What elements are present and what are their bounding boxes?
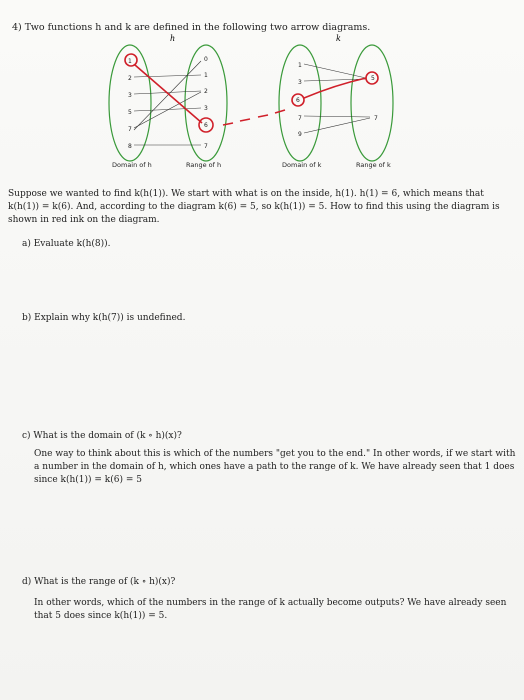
h-domain-caption: Domain of h — [112, 161, 152, 169]
part-c-line-2: a number in the domain of h, which ones have a path to the range of k. We have already seen that 1 does — [34, 462, 515, 472]
h-domain-7: 7 — [128, 126, 132, 133]
k-range-oval — [351, 45, 393, 161]
h-range-caption: Range of h — [186, 161, 222, 169]
part-d-line-2: that 5 does since k(h(1)) = 5. — [34, 611, 168, 621]
h-range-3: 3 — [204, 105, 208, 112]
part-c-question: c) What is the domain of (k ∘ h)(x)? — [22, 431, 182, 441]
k-domain-1: 1 — [298, 62, 302, 69]
h-range-0: 0 — [204, 56, 208, 63]
part-d-question: d) What is the range of (k ∘ h)(x)? — [22, 577, 176, 587]
red-arrow-1-to-6 — [135, 65, 202, 123]
arrow-diagrams — [100, 30, 420, 170]
k-domain-9: 9 — [298, 131, 302, 138]
h-range-7: 7 — [204, 143, 208, 150]
part-c-line-3: since k(h(1)) = k(6) = 5 — [34, 475, 142, 485]
k-domain-7: 7 — [298, 115, 302, 122]
h-range-1: 1 — [204, 72, 208, 79]
h-domain-5: 5 — [128, 109, 132, 116]
k-range-5: 5 — [371, 75, 375, 82]
part-a-question: a) Evaluate k(h(8)). — [22, 239, 111, 249]
intro-line-2: k(h(1)) = k(6). And, according to the diagram k(6) = 5, so k(h(1)) = 5. How to find this using the diagram is — [8, 202, 500, 212]
h-domain-1: 1 — [128, 58, 132, 65]
h-label: h — [170, 34, 176, 43]
part-d-line-1: In other words, which of the numbers in the range of k actually become outputs? We have already seen — [34, 598, 507, 608]
k-label: k — [336, 34, 341, 43]
part-c-line-1: One way to think about this is which of the numbers "get you to the end." In other words, if we start with — [34, 449, 516, 459]
k-arrows — [304, 64, 370, 133]
h-range-2: 2 — [204, 88, 208, 95]
k-domain-3: 3 — [298, 79, 302, 86]
h-domain-2: 2 — [128, 75, 132, 82]
k-domain-6: 6 — [296, 97, 300, 104]
part-b-question: b) Explain why k(h(7)) is undefined. — [22, 313, 186, 323]
k-domain-caption: Domain of k — [282, 161, 322, 169]
h-domain-8: 8 — [128, 143, 132, 150]
intro-line-1: Suppose we wanted to find k(h(1)). We start with what is on the inside, h(1). h(1) = 6, which means that — [8, 189, 484, 199]
h-domain-3: 3 — [128, 92, 132, 99]
h-range-6: 6 — [204, 122, 208, 129]
k-range-7: 7 — [374, 115, 378, 122]
intro-line-3: shown in red ink on the diagram. — [8, 215, 160, 225]
problem-title: 4) Two functions h and k are defined in the following two arrow diagrams. — [12, 22, 371, 33]
k-range-caption: Range of k — [356, 161, 391, 169]
